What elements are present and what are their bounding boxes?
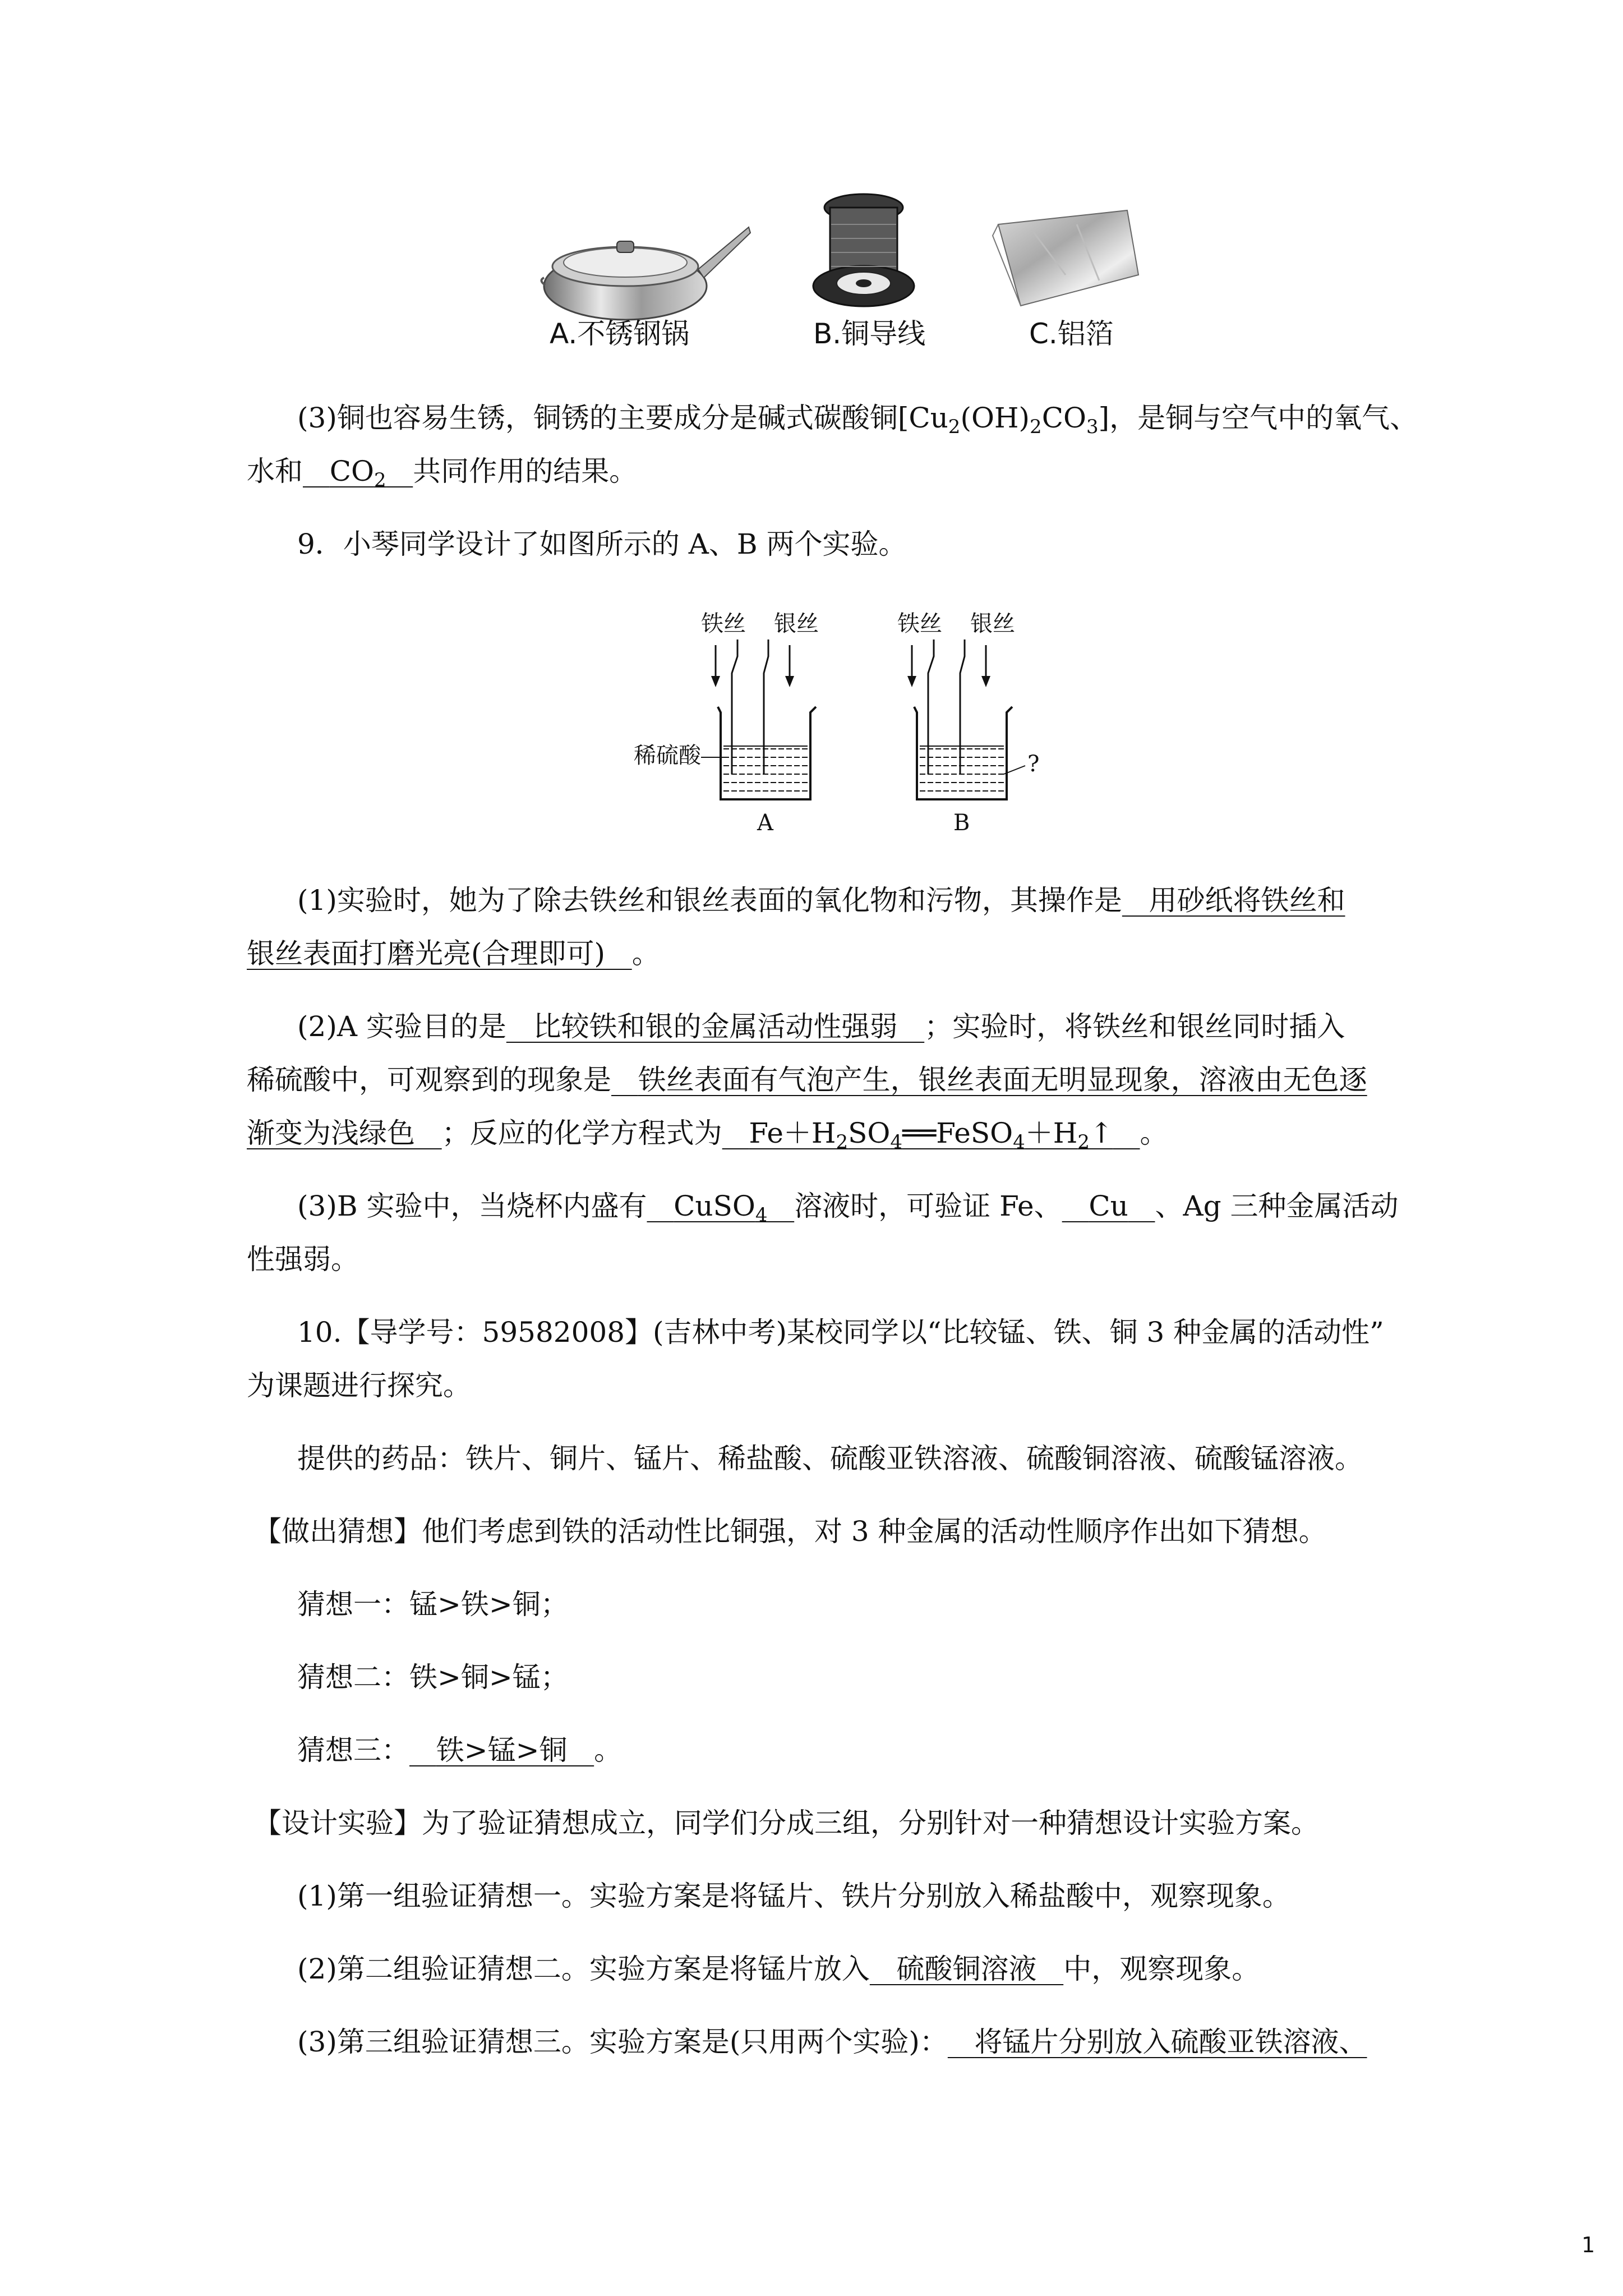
q10-design3: (3)第三组验证猜想三。实验方案是(只用两个实验)： 将锰片分别放入硫酸亚铁溶液、 bbox=[297, 2026, 1367, 2058]
q10-design-intro: 【设计实验】为了验证猜想成立，同学们分成三组，分别针对一种猜想设计实验方案。 bbox=[253, 1807, 1319, 1839]
answer-blank-guess3: 铁>锰>铜 bbox=[436, 1734, 568, 1766]
image-caption-a: A.不锈钢锅 bbox=[550, 318, 690, 350]
q10-guess3: 猜想三： 铁>锰>铜 。 bbox=[297, 1734, 623, 1766]
q9-part1-line1: (1)实验时，她为了除去铁丝和银丝表面的氧化物和污物，其操作是 用砂纸将铁丝和 bbox=[297, 884, 1345, 917]
q9-beaker-figure bbox=[617, 606, 1066, 836]
q10-reagents: 提供的药品：铁片、铜片、锰片、稀盐酸、硫酸亚铁溶液、硫酸铜溶液、硫酸锰溶液。 bbox=[297, 1442, 1363, 1475]
fig-label-a: A bbox=[757, 810, 773, 836]
answer-blank-q9-2a: 比较铁和银的金属活动性强弱 bbox=[533, 1010, 898, 1043]
q8-part3-line1: (3)铜也容易生锈，铜锈的主要成分是碱式碳酸铜$[Cu_2(OH)_2CO_3]$，是铜与空气中的氧气、 bbox=[297, 402, 1418, 438]
q10-line2: 为课题进行探究。 bbox=[247, 1369, 471, 1402]
fig-label-iron-a: 铁丝 bbox=[701, 611, 746, 637]
q9-part2-line1: (2)A 实验目的是 比较铁和银的金属活动性强弱 ；实验时，将铁丝和银丝同时插入 bbox=[297, 1010, 1345, 1043]
stainless-steel-pot-image bbox=[538, 202, 751, 337]
answer-blank-q9-2c: $Fe+H_2SO_4══FeSO_4+H_2↑$ bbox=[749, 1117, 1113, 1153]
q9-part2-line2: 稀硫酸中，可观察到的现象是 铁丝表面有气泡产生，银丝表面无明显现象，溶液由无色逐 bbox=[247, 1064, 1367, 1096]
q10-guess1: 猜想一：锰>铁>铜； bbox=[297, 1588, 569, 1621]
copper-wire-spool-image bbox=[808, 191, 920, 309]
fig-label-silver-a: 银丝 bbox=[774, 611, 819, 637]
fig-label-question-mark: ? bbox=[1027, 751, 1040, 777]
fig-label-iron-b: 铁丝 bbox=[897, 611, 942, 637]
q9-stem: 9．小琴同学设计了如图所示的 A、B 两个实验。 bbox=[297, 528, 907, 560]
q9-part2-line3: 渐变为浅绿色 ；反应的化学方程式为 $Fe+H_2SO_4══FeSO_4+H_2↑$ 。 bbox=[247, 1117, 1168, 1153]
q10-design2: (2)第二组验证猜想二。实验方案是将锰片放入 硫酸铜溶液 中，观察现象。 bbox=[297, 1953, 1260, 1985]
aluminum-foil-image bbox=[987, 208, 1144, 314]
q10-line1: 10.【导学号：59582008】(吉林中考)某校同学以“比较锰、铁、铜 3 种金属的活动性” bbox=[297, 1316, 1384, 1349]
iron-wire-a bbox=[732, 639, 737, 774]
image-caption-b: B.铜导线 bbox=[813, 318, 926, 350]
silver-wire-b bbox=[960, 639, 965, 774]
q10-hypothesis-intro: 【做出猜想】他们考虑到铁的活动性比铜强，对 3 种金属的活动性顺序作出如下猜想。 bbox=[253, 1515, 1327, 1548]
fig-label-silver-b: 银丝 bbox=[970, 611, 1015, 637]
q9-part3-line1: (3)B 实验中，当烧杯内盛有 CuSO$_4$ 溶液时，可验证 Fe、 Cu 、Ag 三种金属活动 bbox=[297, 1190, 1399, 1226]
answer-blank-co2: $CO_2$ bbox=[329, 455, 386, 491]
page-number: 1 bbox=[1581, 2233, 1596, 2257]
silver-wire-a bbox=[764, 639, 768, 774]
q10-design1: (1)第一组验证猜想一。实验方案是将锰片、铁片分别放入稀盐酸中，观察现象。 bbox=[297, 1880, 1290, 1912]
answer-blank-design2: 硫酸铜溶液 bbox=[896, 1953, 1037, 1985]
q8-part3-line2: 水和 $CO_2$ 共同作用的结果。 bbox=[247, 455, 638, 491]
answer-blank-q9-3b: Cu bbox=[1089, 1190, 1128, 1222]
q9-part3-line2: 性强弱。 bbox=[247, 1243, 359, 1276]
q10-guess2: 猜想二：铁>铜>锰； bbox=[297, 1661, 569, 1694]
fig-label-b: B bbox=[953, 810, 970, 836]
answer-blank-q9-3a: CuSO$_4$ bbox=[674, 1190, 768, 1226]
answer-blank-q9-2b: 铁丝表面有气泡产生，银丝表面无明显现象，溶液由无色逐 bbox=[638, 1064, 1367, 1096]
iron-wire-b bbox=[928, 639, 934, 774]
image-caption-c: C.铝箔 bbox=[1029, 318, 1114, 350]
answer-blank-design3: 将锰片分别放入硫酸亚铁溶液、 bbox=[974, 2026, 1367, 2058]
fig-label-dilute-acid: 稀硫酸 bbox=[634, 743, 701, 769]
answer-blank-q9-1: 用砂纸将铁丝和 bbox=[1149, 884, 1345, 917]
q9-part1-line2: 银丝表面打磨光亮(合理即可) 。 bbox=[247, 937, 660, 970]
